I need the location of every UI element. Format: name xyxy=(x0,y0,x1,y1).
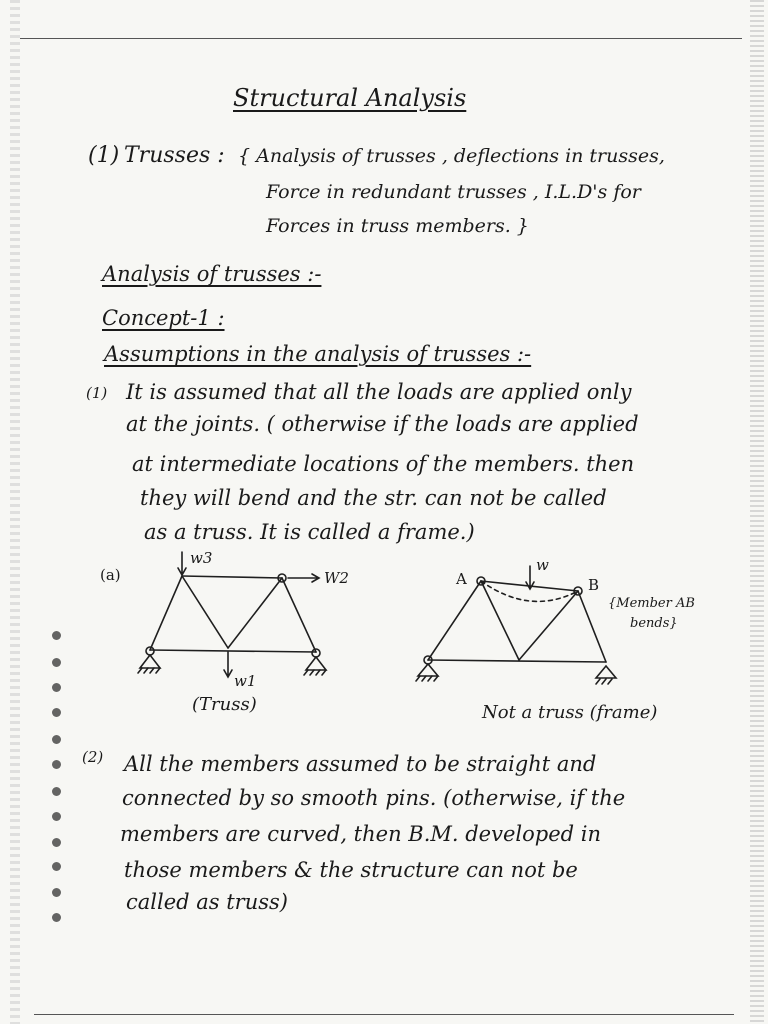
frame-member xyxy=(578,591,606,662)
assumption-line: It is assumed that all the loads are applied only xyxy=(126,380,632,404)
assumption-number: (2) xyxy=(82,748,104,766)
topic-number: (1) xyxy=(88,143,120,168)
support-hatch xyxy=(596,679,612,684)
topic-name: Trusses : xyxy=(124,143,225,168)
assumption-line: members are curved, then B.M. developed in xyxy=(120,822,601,846)
load-label-w1: w1 xyxy=(234,672,257,690)
assumption-line: at intermediate locations of the members. then xyxy=(132,452,635,476)
assumption-line: they will bend and the str. can not be called xyxy=(140,486,607,510)
assumption-line: at the joints. ( otherwise if the loads are applied xyxy=(126,412,639,436)
frame-member xyxy=(481,581,519,660)
assumption-line: those members & the structure can not be xyxy=(124,858,578,882)
figure-label: (a) xyxy=(100,566,121,584)
load-arrow-w1 xyxy=(224,652,232,677)
member-ab-note: bends} xyxy=(630,616,678,631)
frame-caption: Not a truss (frame) xyxy=(482,702,658,723)
joint-label-a: A xyxy=(456,570,467,588)
truss-caption: (Truss) xyxy=(192,694,257,715)
truss-support xyxy=(140,655,160,668)
joint-label-b: B xyxy=(588,576,600,594)
assumption-line: connected by so smooth pins. (otherwise, if the xyxy=(122,786,626,810)
concept-heading: Concept-1 : xyxy=(102,306,225,330)
assumption-number: (1) xyxy=(86,384,108,402)
section-heading: Analysis of trusses :- xyxy=(102,262,322,286)
truss-top-chord xyxy=(182,576,282,578)
assumptions-heading: Assumptions in the analysis of trusses :- xyxy=(104,342,532,366)
topic-line: Forces in truss members. } xyxy=(266,215,529,237)
assumption-line: All the members assumed to be straight and xyxy=(124,752,597,776)
frame-member xyxy=(428,581,481,660)
assumption-line: as a truss. It is called a frame.) xyxy=(144,520,475,544)
frame-bottom-chord xyxy=(428,660,606,662)
topic-line: Force in redundant trusses , I.L.D's for xyxy=(266,181,641,203)
load-arrow-w xyxy=(526,566,534,589)
frame-support xyxy=(418,664,438,676)
truss-member xyxy=(150,576,182,650)
frame-support xyxy=(596,666,616,678)
load-label-w3: w3 xyxy=(190,549,213,567)
truss-member xyxy=(182,576,228,648)
assumption-line: called as truss) xyxy=(126,890,288,914)
truss-bottom-chord xyxy=(150,650,316,652)
load-arrow-w2 xyxy=(288,574,319,582)
page-title: Structural Analysis xyxy=(233,84,467,112)
load-label-w2: W2 xyxy=(324,569,349,587)
truss-member xyxy=(228,578,282,648)
topic-line: { Analysis of trusses , deflections in trusses, xyxy=(238,145,665,167)
truss-member xyxy=(282,578,316,652)
member-ab-note: {Member AB xyxy=(608,596,695,611)
load-arrow-w3 xyxy=(178,552,186,575)
truss-support xyxy=(306,657,326,670)
load-label-w: w xyxy=(536,556,549,574)
